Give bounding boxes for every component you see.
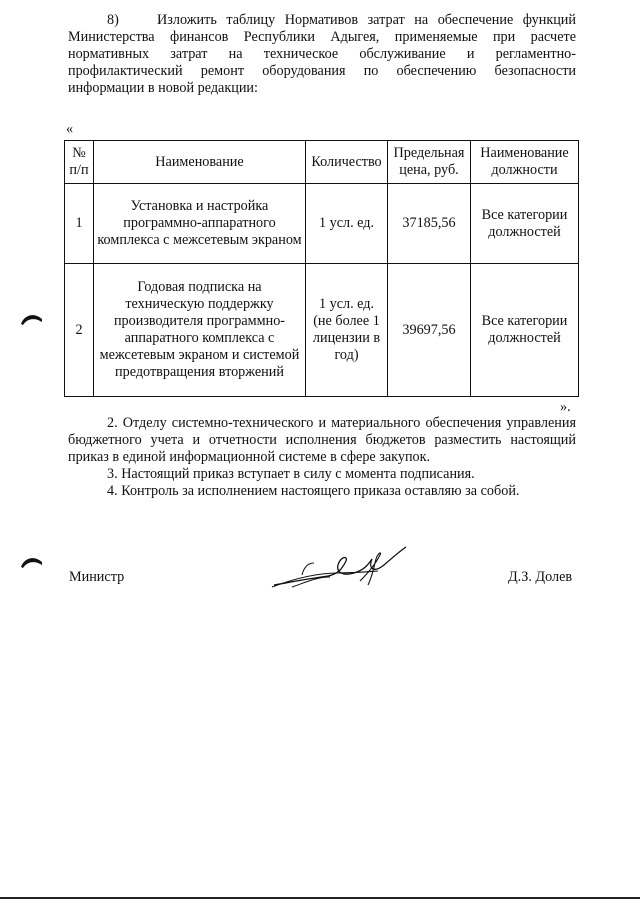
header-name: Наименование: [94, 141, 306, 184]
intro-paragraph: 8) Изложить таблицу Нормативов затрат на обеспечение функций Министерства финансов Республики Адыгея, применяемые при расчете нормативных затрат на техническое обслуживание и регламентно-профилактический ремонт оборудования по обеспечению безопасности информации в новой редакции:: [68, 12, 576, 96]
paragraph-2: 2. Отделу системно-технического и материального обеспечения управления бюджетного учета и отчетности исполнения бюджетов разместить настоящий приказ в единой информационной системе в сфере закупок.: [68, 415, 576, 465]
header-num: № п/п: [65, 141, 94, 184]
paragraph-4: 4. Контроль за исполнением настоящего приказа оставляю за собой.: [107, 483, 520, 499]
cell-qty: 1 усл. ед.: [306, 184, 388, 264]
scan-binding-mark: [20, 312, 44, 326]
header-position: Наименование должности: [471, 141, 579, 184]
header-price: Предельная цена, руб.: [388, 141, 471, 184]
cell-price: 39697,56: [388, 264, 471, 397]
table-row: [65, 264, 579, 397]
cell-qty: 1 усл. ед. (не более 1 лицензии в год): [306, 264, 388, 397]
order-paragraphs: [68, 415, 576, 500]
paragraph-3: 3. Настоящий приказ вступает в силу с момента подписания.: [107, 466, 475, 482]
cell-num: 2: [65, 264, 94, 397]
header-qty: Количество: [306, 141, 388, 184]
cell-price: 37185,56: [388, 184, 471, 264]
table-row: [65, 184, 579, 264]
opening-quote: «: [66, 121, 74, 137]
cell-position: Все категории должностей: [471, 184, 579, 264]
cell-name: Установка и настройка программно-аппаратного комплекса с межсетевым экраном: [94, 184, 306, 264]
scan-binding-mark: [20, 555, 44, 569]
minister-title: Министр: [69, 569, 125, 585]
minister-name: Д.З. Долев: [508, 569, 573, 585]
closing-quote: ».: [560, 399, 571, 415]
scan-bottom-edge: [0, 897, 640, 899]
cell-num: 1: [65, 184, 94, 264]
cost-norms-table: [64, 140, 579, 397]
cell-name: Годовая подписка на техническую поддержку производителя программно-аппаратного комплекса с межсетевым экраном и системой предотвращения вторжений: [94, 264, 306, 397]
handwritten-signature: [268, 543, 413, 593]
table-header-row: [65, 141, 579, 184]
cell-position: Все категории должностей: [471, 264, 579, 397]
